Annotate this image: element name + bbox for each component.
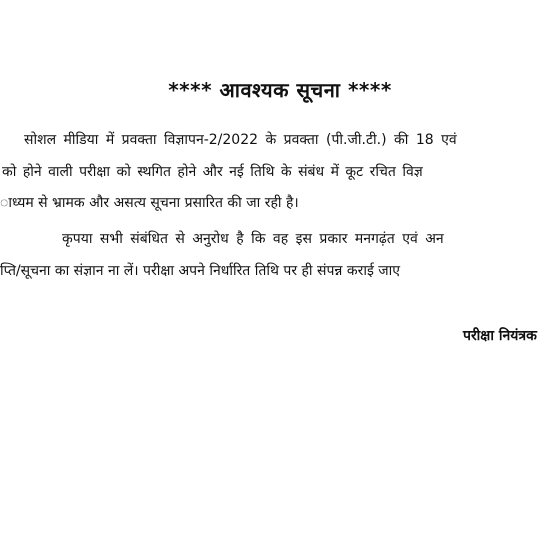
notice-title: **** आवश्यक सूचना **** [168,78,392,102]
notice-line-2: को होने वाली परीक्षा को स्थगित होने और नई तिथि के संबंध में कूट रचित विज्ञ [2,164,423,180]
notice-line-1: सोशल मीडिया में प्रवक्ता विज्ञापन-2/2022 के प्रवक्ता (पी.जी.टी.) की 18 एवं [24,132,457,148]
notice-line-5: प्ति/सूचना का संज्ञान ना लें। परीक्षा अपने निर्धारित तिथि पर ही संपन्न कराई जाए [0,263,401,279]
notice-line-3: ाध्यम से भ्रामक और असत्य सूचना प्रसारित की जा रही है। [0,195,299,211]
notice-line-4: कृपया सभी संबंधित से अनुरोध है कि वह इस प्रकार मनगढ़ंत एवं अन [62,231,444,247]
signature-designation: परीक्षा नियंत्रक [463,328,537,344]
